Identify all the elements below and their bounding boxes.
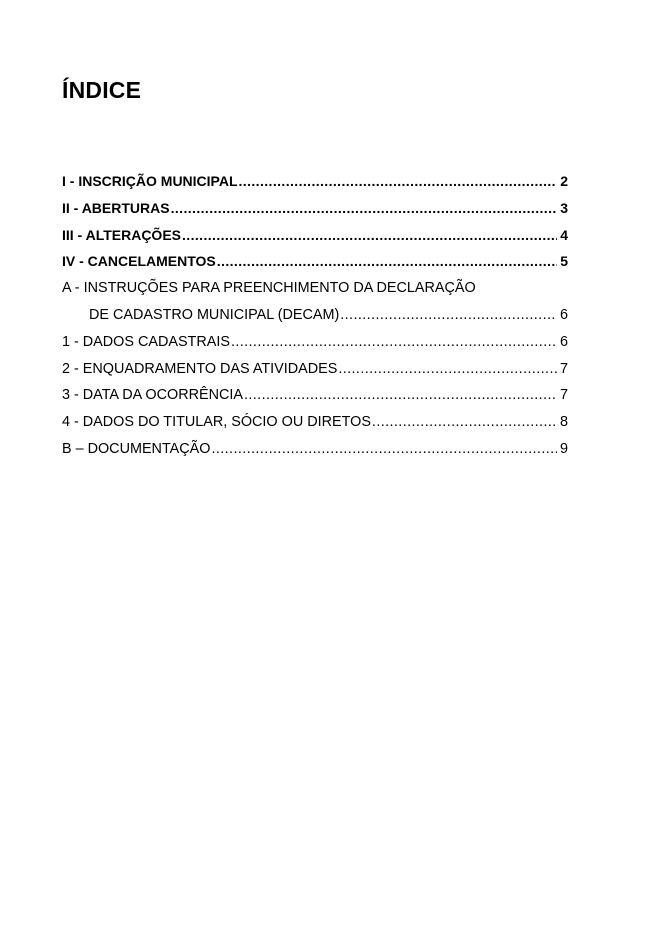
- toc-entry-label: III - ALTERAÇÕES: [62, 226, 181, 243]
- toc-entry[interactable]: [62, 329, 568, 356]
- toc-entry-label: A - INSTRUÇÕES PARA PREENCHIMENTO DA DECLARAÇÃO: [62, 280, 476, 297]
- toc-entry[interactable]: [62, 436, 568, 463]
- toc-entry-label: 4 - DADOS DO TITULAR, SÓCIO OU DIRETOS: [62, 414, 371, 431]
- dot-leader: [231, 329, 557, 356]
- dot-leader: [338, 356, 557, 383]
- toc-entry-label: II - ABERTURAS: [62, 199, 170, 216]
- dot-leader: [239, 168, 558, 195]
- toc-entry-page: 2: [560, 173, 568, 189]
- toc-entry-page: 9: [559, 440, 568, 457]
- toc-entry-page: 5: [560, 253, 568, 270]
- dot-leader: [217, 248, 557, 275]
- toc-entry-page: 6: [559, 306, 568, 323]
- dot-leader: [171, 195, 558, 222]
- toc-entry-page: 3: [560, 199, 568, 216]
- toc-entry[interactable]: [62, 275, 568, 302]
- toc-entry-label: IV - CANCELAMENTOS: [62, 253, 216, 270]
- toc-entry-page: 6: [559, 333, 568, 350]
- toc-entry[interactable]: [62, 195, 568, 222]
- toc-entry[interactable]: [62, 302, 568, 329]
- toc-entry[interactable]: [62, 356, 568, 383]
- toc-entry-page: 8: [559, 414, 568, 431]
- toc-entry-page: 7: [559, 360, 568, 377]
- toc-entry-label: I - INSCRIÇÃO MUNICIPAL: [62, 173, 238, 189]
- toc-entry-page: 4: [560, 226, 568, 243]
- dot-leader: [182, 222, 557, 249]
- dot-leader: [211, 436, 557, 463]
- toc-entry-label: DE CADASTRO MUNICIPAL (DECAM): [89, 306, 340, 323]
- toc-entry[interactable]: [62, 222, 568, 249]
- toc-entry-label: B – DOCUMENTAÇÃO: [62, 440, 211, 457]
- toc-entry[interactable]: [62, 248, 568, 275]
- table-of-contents: [62, 168, 568, 463]
- dot-leader: [244, 382, 557, 409]
- dot-leader: [372, 409, 557, 436]
- toc-entry-label: 2 - ENQUADRAMENTO DAS ATIVIDADES: [62, 360, 338, 377]
- toc-entry[interactable]: [62, 409, 568, 436]
- dot-leader: [340, 302, 557, 329]
- toc-entry-label: 3 - DATA DA OCORRÊNCIA: [62, 387, 243, 404]
- page-title: ÍNDICE: [62, 77, 142, 103]
- toc-entry-page: 7: [559, 387, 568, 404]
- toc-entry[interactable]: [62, 382, 568, 409]
- toc-entry-label: 1 - DADOS CADASTRAIS: [62, 333, 230, 350]
- toc-entry[interactable]: [62, 168, 568, 195]
